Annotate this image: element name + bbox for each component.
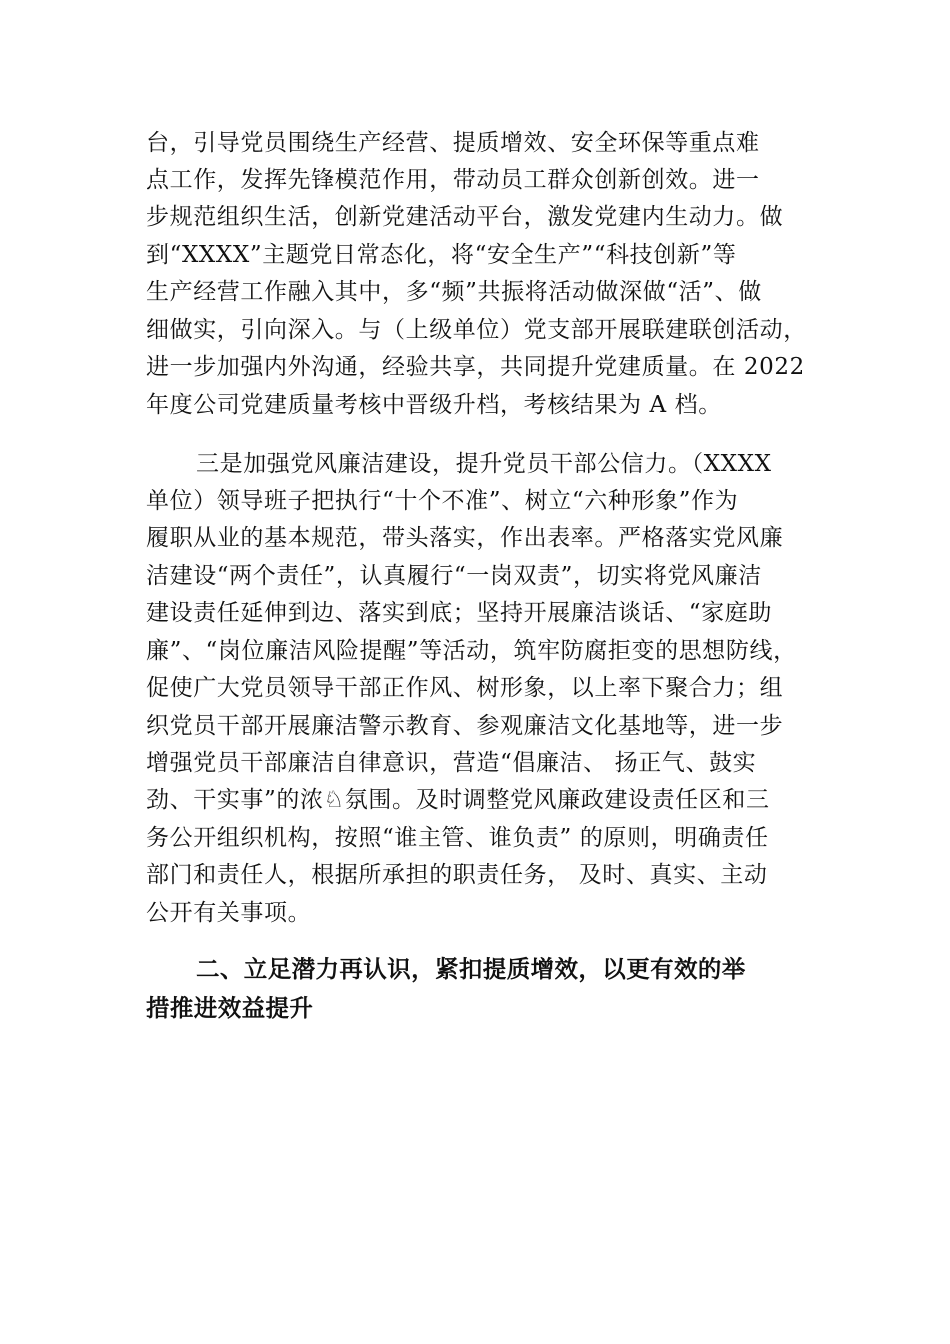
paragraph-line: 洁建设“两个责任”，认真履行“一岗双责”，切实将党风廉洁 bbox=[146, 563, 762, 589]
paragraph-line: 生产经营工作融入其中，多“频”共振将活动做深做“活”、做 bbox=[146, 279, 762, 305]
heading-line: 措推进效益提升 bbox=[146, 994, 314, 1022]
paragraph-line: 劲、干实事”的浓♘氛围。及时调整党风廉政建设责任区和三 bbox=[146, 787, 770, 813]
paragraph-line: 进一步加强内外沟通，经验共享，共同提升党建质量。在 2022 bbox=[146, 354, 805, 380]
paragraph-line: 步规范组织生活，创新党建活动平台，激发党建内生动力。做 bbox=[146, 204, 784, 230]
paragraph-line: 增强党员干部廉洁自律意识，营造“倡廉洁、 扬正气、鼓实 bbox=[146, 750, 757, 776]
paragraph-line: 建设责任延伸到边、落实到底；坚持开展廉洁谈话、“家庭助 bbox=[146, 600, 772, 626]
paragraph-line: 廉”、“岗位廉洁风险提醒”等活动，筑牢防腐拒变的思想防线， bbox=[146, 638, 797, 664]
paragraph-line: 履职从业的基本规范，带头落实，作出表率。严格落实党风廉 bbox=[146, 525, 784, 551]
paragraph-line: 务公开组织机构，按照“谁主管、谁负责” 的原则，明确责任 bbox=[146, 825, 769, 851]
paragraph-line: 台，引导党员围绕生产经营、提质增效、安全环保等重点难 bbox=[146, 130, 760, 156]
paragraph-line: 细做实，引向深入。与（上级单位）党支部开展联建联创活动， bbox=[146, 317, 807, 343]
paragraph-line: 公开有关事项。 bbox=[146, 900, 312, 926]
heading-line: 二、立足潜力再认识，紧扣提质增效，以更有效的举 bbox=[196, 955, 746, 983]
paragraph-line: 到“XXXX”主题党日常态化，将“安全生产”“科技创新”等 bbox=[146, 242, 737, 268]
paragraph-line: 部门和责任人，根据所承担的职责任务， 及时、真实、主动 bbox=[146, 862, 768, 888]
paragraph-line: 单位）领导班子把执行“十个不准”、树立“六种形象”作为 bbox=[146, 488, 739, 514]
paragraph-line: 年度公司党建质量考核中晋级升档，考核结果为 A 档。 bbox=[146, 392, 722, 418]
paragraph-line: 促使广大党员领导干部正作风、树形象，以上率下聚合力；组 bbox=[146, 675, 784, 701]
paragraph-line: 点工作，发挥先锋模范作用，带动员工群众创新创效。进一 bbox=[146, 167, 760, 193]
paragraph-line: 织党员干部开展廉洁警示教育、参观廉洁文化基地等，进一步 bbox=[146, 713, 784, 739]
paragraph-line: 三是加强党风廉洁建设，提升党员干部公信力。（XXXX bbox=[196, 451, 772, 477]
